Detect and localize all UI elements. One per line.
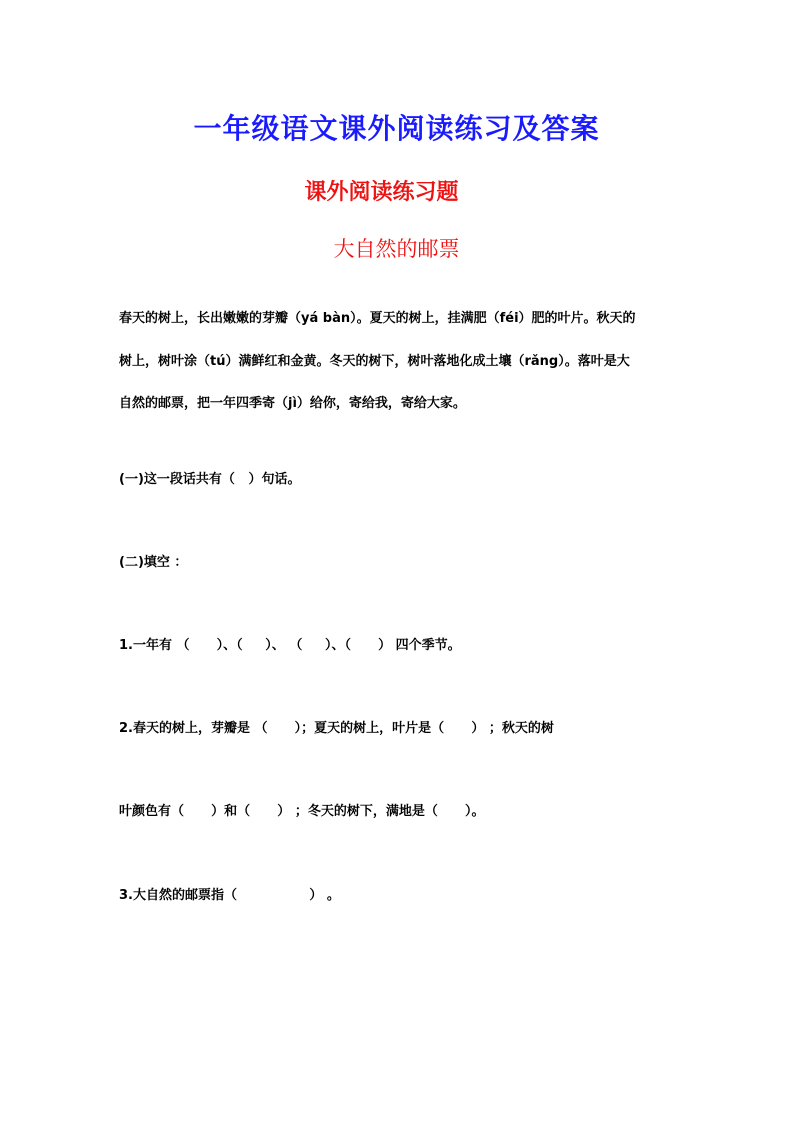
fill-blank-item-3: 3.大自然的邮票指（ ） 。 — [119, 888, 340, 903]
reading-passage — [119, 298, 679, 426]
passage-line: 树上，树叶涂（tú）满鲜红和金黄。冬天的树下，树叶落地化成土壤（rǎng）。落叶是大 — [119, 353, 630, 369]
passage-line: 自然的邮票，把一年四季寄（jì）给你，寄给我，寄给大家。 — [119, 396, 466, 411]
fill-blank-item-2: 2.春天的树上，芽瓣是 （ ）；夏天的树上，叶片是（ ） ；秋天的树 — [119, 721, 554, 736]
question-2-heading: (二)填空 ： — [119, 555, 188, 570]
fill-blank-item-2-continued: 叶颜色有（ ）和（ ） ；冬天的树下，满地是（ ）。 — [119, 804, 485, 819]
passage-line: 春天的树上，长出嫩嫩的芽瓣（yá bàn）。夏天的树上，挂满肥（féi）肥的叶片。秋天的 — [119, 311, 636, 326]
question-1: (一)这一段话共有（ ）句话。 — [119, 472, 301, 487]
section-title: 课外阅读练习题 — [304, 180, 459, 205]
fill-blank-item-1: 1.一年有 （ ）、（ ）、 （ ）、（ ） 四个季节。 — [119, 638, 461, 653]
story-title: 大自然的邮票 — [333, 237, 460, 261]
document-title: 一年级语文课外阅读练习及答案 — [193, 112, 600, 145]
